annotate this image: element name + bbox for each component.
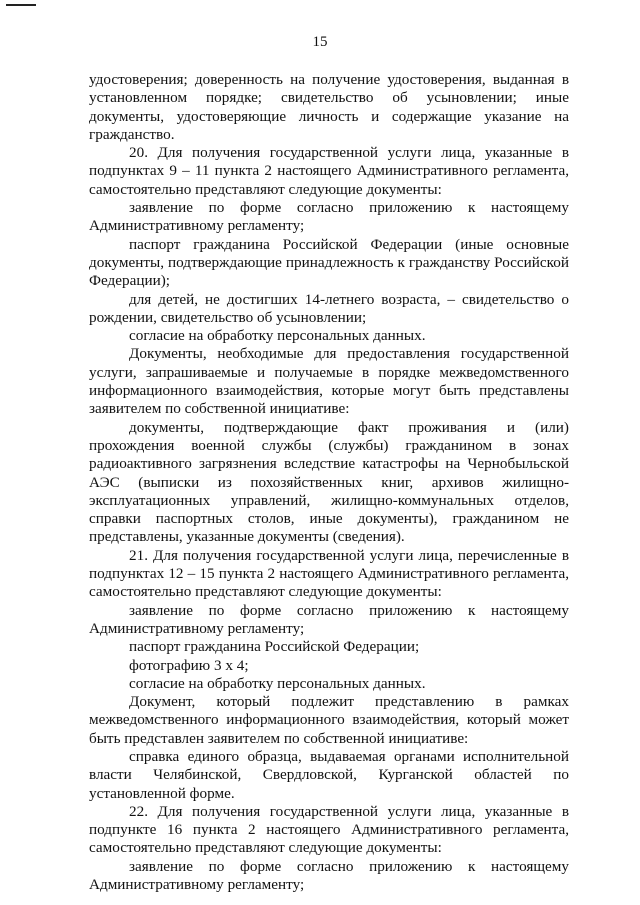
paragraph: удостоверения; доверенность на получение удостоверения, выданная в установленном порядке; свидетельство об усыновлении; иные документы, удостоверяющие личность и содержащие указание на гражданство. xyxy=(89,71,569,143)
paragraph: для детей, не достигших 14-летнего возраста, – свидетельство о рождении, свидетельство об усыновлении; xyxy=(89,290,569,326)
scan-mark xyxy=(6,4,36,6)
document-body xyxy=(89,71,569,894)
paragraph: заявление по форме согласно приложению к настоящему Административному регламенту; xyxy=(89,857,569,894)
paragraph: согласие на обработку персональных данных. xyxy=(129,327,426,345)
paragraph: 21. Для получения государственной услуги лица, перечисленные в подпунктах 12 – 15 пункта 2 настоящего Административного регламента, самостоятельно представляют следующие документы: xyxy=(89,546,569,601)
paragraph: паспорт гражданина Российской Федерации; xyxy=(129,638,420,656)
paragraph: заявление по форме согласно приложению к настоящему Административному регламенту; xyxy=(89,199,569,235)
paragraph: Документ, который подлежит представлению в рамках межведомственного информационного взаимодействия, который может быть представлен заявителем по собственной инициативе: xyxy=(89,693,569,747)
paragraph: 22. Для получения государственной услуги лица, указанные в подпункте 16 пункта 2 настоящего Административного регламента, самостоятельно представляют следующие документы: xyxy=(89,802,569,857)
paragraph: согласие на обработку персональных данных. xyxy=(129,674,426,692)
paragraph: документы, подтверждающие факт проживания и (или) прохождения военной службы (службы) гражданином в зонах радиоактивного загрязнения вследствие катастрофы на Чернобыльской АЭС (выписки из похозяйственных книг, архивов жилищно-эксплуатационных управлений, жилищно-коммунальных отделов, справки паспортных столов, иные документы), гражданином не представлены, указанные документы (сведения). xyxy=(89,418,569,546)
paragraph: справка единого образца, выдаваемая органами исполнительной власти Челябинской, Свердловской, Курганской областей по установленной форме. xyxy=(89,747,569,802)
paragraph: фотографию 3 х 4; xyxy=(129,656,249,674)
page-number: 15 xyxy=(312,34,328,50)
paragraph: Документы, необходимые для предоставления государственной услуги, запрашиваемые и получаемые в порядке межведомственного информационного взаимодействия, которые могут быть представлены заявителем по собственной инициативе: xyxy=(89,345,569,418)
paragraph: 20. Для получения государственной услуги лица, указанные в подпунктах 9 – 11 пункта 2 настоящего Административного регламента, самостоятельно представляют следующие документы: xyxy=(89,144,569,198)
paragraph: заявление по форме согласно приложению к настоящему Административному регламенту; xyxy=(89,601,569,637)
paragraph: паспорт гражданина Российской Федерации (иные основные документы, подтверждающие принадлежность к гражданству Российской Федерации); xyxy=(89,235,569,290)
